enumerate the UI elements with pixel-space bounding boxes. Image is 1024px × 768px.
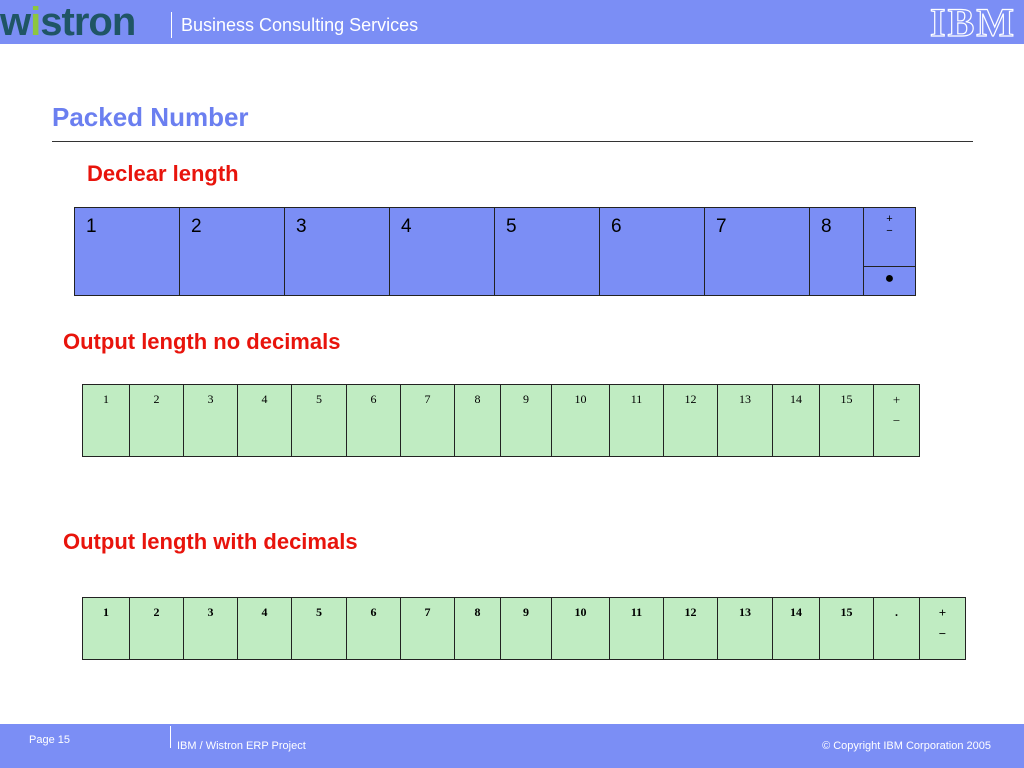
table-cell: 8	[455, 598, 501, 660]
table-cell: 4	[238, 598, 292, 660]
table-cell: 6	[347, 385, 401, 457]
table-cell: 11	[610, 598, 664, 660]
table-cell: 13	[718, 598, 773, 660]
table-cell: 10	[552, 598, 610, 660]
output-with-decimals-table	[82, 597, 966, 660]
table-cell: 7	[705, 208, 810, 296]
table-cell: 2	[130, 598, 184, 660]
table-cell: 1	[83, 385, 130, 457]
table-cell: 2	[180, 208, 285, 296]
table-cell: 5	[495, 208, 600, 296]
table-cell: 4	[238, 385, 292, 457]
dot-cell: ●	[864, 267, 916, 296]
table-cell: 15	[820, 598, 874, 660]
table-cell: 9	[501, 385, 552, 457]
declare-heading: Declear length	[87, 161, 239, 186]
table-cell: 7	[401, 385, 455, 457]
header-band	[0, 0, 1024, 44]
table-cell: 3	[184, 598, 238, 660]
sign-cell: + −	[920, 598, 966, 660]
title-divider	[52, 141, 973, 142]
table-cell: 5	[292, 598, 347, 660]
table-cell: 12	[664, 385, 718, 457]
output-no-decimals-table	[82, 384, 920, 457]
table-cell: 15	[820, 385, 874, 457]
page-number: Page 15	[29, 734, 70, 746]
table-cell: 6	[347, 598, 401, 660]
table-cell: 1	[83, 598, 130, 660]
footer-divider	[170, 726, 171, 748]
footer-project: IBM / Wistron ERP Project	[177, 740, 306, 752]
table-cell: 10	[552, 385, 610, 457]
ibm-logo: IBM	[930, 0, 1016, 45]
wistron-logo: wistron	[0, 0, 136, 44]
table-cell: 3	[184, 385, 238, 457]
header-divider	[171, 12, 172, 38]
header-title: Business Consulting Services	[181, 15, 419, 35]
table-cell: 5	[292, 385, 347, 457]
sign-cell: + −	[874, 385, 920, 457]
footer-band	[0, 724, 1024, 768]
table-cell: 7	[401, 598, 455, 660]
table-cell: 13	[718, 385, 773, 457]
page-title: Packed Number	[52, 102, 249, 132]
table-cell: 8	[455, 385, 501, 457]
table-cell: 9	[501, 598, 552, 660]
output-with-decimals-heading: Output length with decimals	[63, 529, 358, 554]
table-cell: 2	[130, 385, 184, 457]
table-cell: 6	[600, 208, 705, 296]
decimal-point-cell: .	[874, 598, 920, 660]
table-cell: 14	[773, 598, 820, 660]
table-cell: 4	[390, 208, 495, 296]
output-no-decimals-heading: Output length no decimals	[63, 329, 341, 354]
table-cell: 14	[773, 385, 820, 457]
table-cell: 8	[810, 208, 864, 296]
sign-cell: + −	[864, 208, 916, 267]
declare-length-table	[74, 207, 916, 296]
table-cell: 1	[75, 208, 180, 296]
table-cell: 12	[664, 598, 718, 660]
footer-copyright: © Copyright IBM Corporation 2005	[822, 740, 991, 752]
table-cell: 11	[610, 385, 664, 457]
table-cell: 3	[285, 208, 390, 296]
